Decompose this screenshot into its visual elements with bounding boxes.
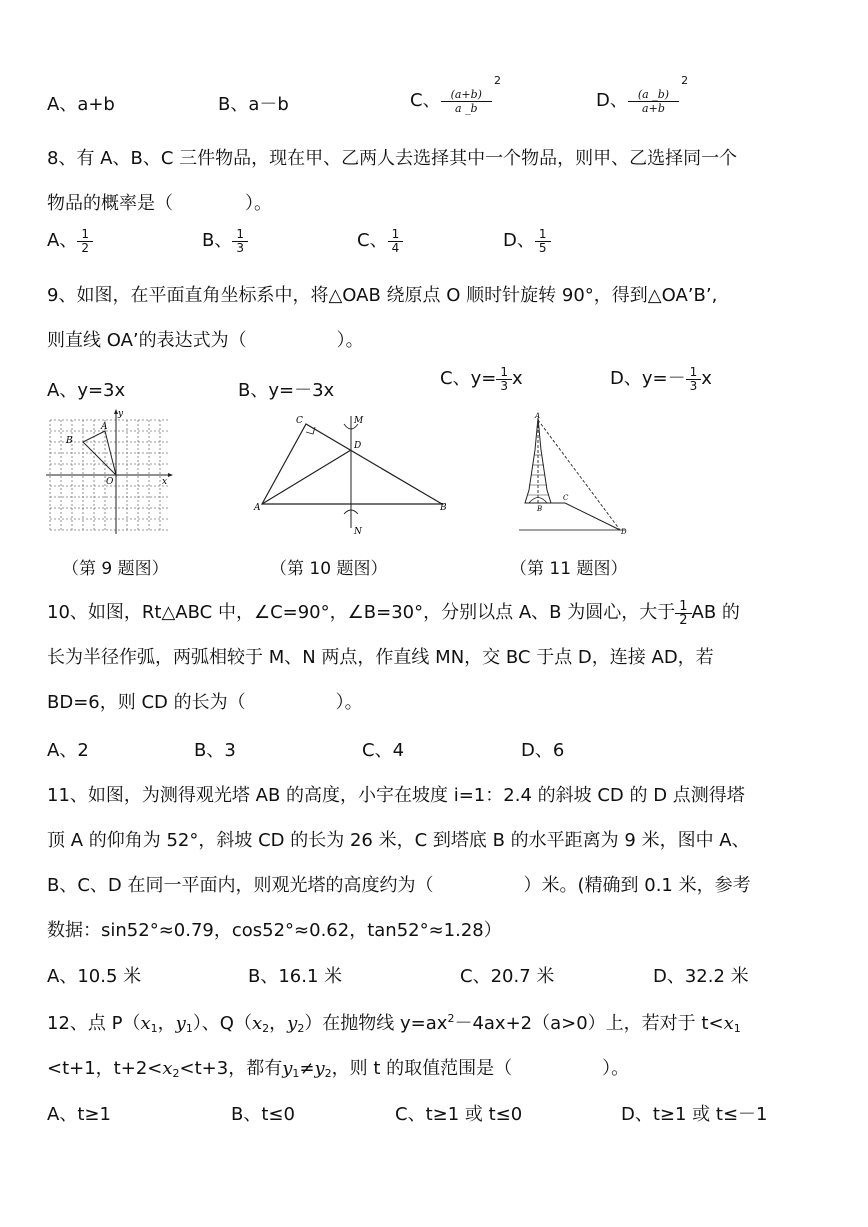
q10-option-a: A、2	[47, 740, 89, 761]
q10-line-1-end: AB 的	[691, 602, 740, 623]
q12-text-line-1	[47, 1009, 741, 1035]
q8-option-c	[357, 226, 403, 255]
text-segment: 12、点 P（	[47, 1013, 141, 1034]
numerator: 1	[496, 366, 512, 380]
fraction	[686, 366, 702, 393]
var-x: x	[723, 1013, 734, 1034]
figure-11-label-a: A	[535, 412, 541, 420]
fraction	[388, 228, 404, 255]
figure-9-caption: （第 9 题图）	[62, 559, 169, 579]
numerator: 1	[675, 600, 691, 614]
var-x: x	[251, 1013, 263, 1034]
numerator: 1	[232, 228, 248, 242]
q7-option-c	[410, 74, 501, 115]
option-prefix: A、	[47, 230, 78, 251]
q10-option-c: C、4	[362, 740, 405, 761]
q8-option-b	[202, 226, 248, 255]
q9-option-b: B、y=－3x	[238, 380, 335, 401]
option-prefix: C、y=	[440, 368, 497, 389]
q7-option-c-prefix: C、	[410, 90, 441, 111]
option-prefix: C、	[357, 230, 388, 251]
q12-option-b: B、t≤0	[231, 1104, 295, 1125]
q7-option-a: A、a+b	[47, 94, 115, 115]
denominator: 5	[538, 240, 547, 255]
figure-9-label-a: A	[101, 422, 108, 432]
text-segment: ，则 t 的取值范围是（ ）。	[331, 1058, 630, 1079]
q7-option-d-prefix: D、	[596, 90, 628, 111]
denominator: 3	[236, 240, 244, 255]
q11-option-d: D、32.2 米	[653, 966, 749, 987]
fraction	[535, 228, 551, 255]
subscript: 1	[292, 1067, 300, 1080]
var-x: x	[140, 1013, 151, 1034]
q10-line-1-start: 10、如图，Rt△ABC 中，∠C=90°，∠B=30°，分别以点 A、B 为圆心，大于	[47, 602, 676, 623]
q11-option-c: C、20.7 米	[460, 966, 555, 987]
q9-text-line-1: 9、如图，在平面直角坐标系中，将△OAB 绕原点 O 顺时针旋转 90°，得到△OA’B’,	[47, 285, 718, 306]
q10-text-line-2: 长为半径作弧，两弧相较于 M、N 两点，作直线 MN，交 BC 于点 D，连接 AD，若	[47, 647, 714, 668]
subscript: 2	[297, 1022, 305, 1035]
figure-10-label-d: D	[354, 441, 362, 451]
subscript: 2	[172, 1067, 180, 1080]
denominator: 2	[679, 612, 688, 628]
q10-fraction	[675, 600, 691, 627]
q10-text-line-3: BD=6，则 CD 的长为（ ）。	[47, 692, 363, 713]
q12-text-line-2	[47, 1054, 629, 1080]
q12-option-c: C、t≥1 或 t≤0	[395, 1104, 523, 1125]
denominator: 4	[391, 240, 400, 255]
figure-11-label-b: B	[537, 505, 543, 513]
q8-option-d	[503, 226, 551, 255]
q11-text-line-1: 11、如图，为测得观光塔 AB 的高度，小宇在坡度 i=1：2.4 的斜坡 CD 的 D 点测得塔	[47, 785, 745, 806]
q11-option-b: B、16.1 米	[248, 966, 343, 987]
figure-11-label-d: D	[621, 528, 627, 536]
q12-option-a: A、t≥1	[47, 1104, 111, 1125]
denominator: a+b	[642, 101, 665, 115]
option-prefix: D、y=－	[610, 368, 686, 389]
denominator: 3	[500, 378, 508, 393]
q11-option-a: A、10.5 米	[47, 966, 142, 987]
fraction	[77, 228, 93, 255]
figure-10-triangle	[250, 410, 460, 538]
figure-9-label-o: O	[106, 477, 114, 487]
figure-10-label-c: C	[296, 416, 303, 426]
text-segment: ，	[269, 1013, 288, 1034]
denominator: a _b	[454, 101, 478, 115]
q9-option-a: A、y=3x	[47, 380, 126, 401]
option-prefix: B、	[202, 230, 233, 251]
figure-11-tower	[515, 410, 635, 540]
q9-option-d	[610, 364, 712, 393]
q7-option-d-fraction	[628, 88, 679, 115]
q10-text-line-1	[47, 598, 740, 627]
q9-text-line-2: 则直线 OA’的表达式为（ ）。	[47, 330, 364, 351]
var-y: y	[314, 1058, 325, 1079]
text-segment: <t+3，都有	[179, 1058, 283, 1079]
var-x: x	[162, 1058, 173, 1079]
subscript: 2	[324, 1067, 332, 1080]
figure-11-caption: （第 11 题图）	[510, 559, 628, 579]
q12-option-d: D、t≥1 或 t≤－1	[621, 1104, 768, 1125]
numerator: 1	[388, 228, 404, 242]
subscript: 2	[262, 1022, 270, 1035]
text-segment: ）在抛物线 y=ax	[304, 1013, 448, 1034]
q11-text-line-3: B、C、D 在同一平面内，则观光塔的高度约为（ ）米。(精确到 0.1 米，参考	[47, 875, 751, 896]
numerator: (a _b)	[628, 88, 679, 102]
text-segment: －4ax+2（a>0）上，若对于 t<	[454, 1013, 724, 1034]
exponent: 2	[681, 74, 689, 87]
subscript: 1	[185, 1022, 193, 1035]
q7-option-b: B、a－b	[218, 94, 289, 115]
var-y: y	[287, 1013, 298, 1034]
fraction	[496, 366, 512, 393]
q11-text-line-4: 数据：sin52°≈0.79，cos52°≈0.62，tan52°≈1.28）	[47, 920, 502, 941]
option-suffix: x	[511, 368, 523, 389]
q8-text-line-1: 8、有 A、B、C 三件物品，现在甲、乙两人去选择其中一个物品，则甲、乙选择同一个	[47, 148, 738, 169]
figure-9-coordinate-grid	[46, 406, 176, 534]
numerator: 1	[686, 366, 702, 380]
q7-option-d	[596, 74, 688, 115]
figure-9-label-b: B	[66, 436, 73, 446]
numerator: (a+b)	[441, 88, 492, 102]
figure-9-label-x: x	[162, 477, 168, 487]
fraction	[232, 228, 248, 255]
text-segment: ）、Q（	[192, 1013, 252, 1034]
q8-text-line-2: 物品的概率是（ ）。	[47, 193, 272, 214]
numerator: 1	[77, 228, 93, 242]
figure-10-caption: （第 10 题图）	[270, 559, 388, 579]
q8-option-a	[47, 226, 93, 255]
exponent: 2	[493, 74, 501, 87]
not-equal-sign: ≠	[299, 1058, 315, 1079]
numerator: 1	[535, 228, 551, 242]
text-segment: ，	[157, 1013, 176, 1034]
figure-10-label-m: M	[354, 416, 364, 426]
q9-option-c	[440, 364, 523, 393]
option-prefix: D、	[503, 230, 535, 251]
q10-option-b: B、3	[194, 740, 236, 761]
denominator: 2	[81, 240, 89, 255]
subscript: 1	[150, 1022, 158, 1035]
q10-option-d: D、6	[521, 740, 565, 761]
figure-10-label-a: A	[254, 503, 261, 513]
var-y: y	[175, 1013, 186, 1034]
text-segment: <t+1，t+2<	[47, 1058, 163, 1079]
figure-11-label-c: C	[563, 494, 569, 502]
option-suffix: x	[701, 368, 712, 389]
denominator: 3	[689, 378, 698, 393]
figure-9-label-y: y	[118, 409, 124, 419]
figure-10-label-n: N	[354, 527, 362, 537]
var-y: y	[282, 1058, 293, 1079]
superscript: 2	[447, 1012, 455, 1025]
q11-text-line-2: 顶 A 的仰角为 52°，斜坡 CD 的长为 26 米，C 到塔底 B 的水平距离为 9 米，图中 A、	[47, 830, 750, 851]
figure-10-label-b: B	[440, 503, 447, 513]
subscript: 1	[733, 1022, 741, 1035]
q7-option-c-fraction	[441, 88, 492, 115]
